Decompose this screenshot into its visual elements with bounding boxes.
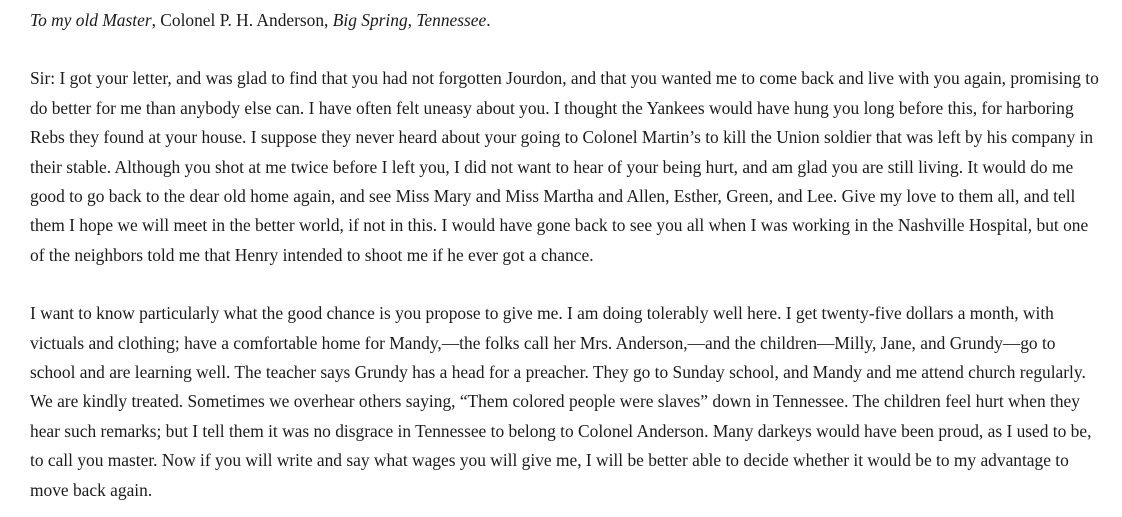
salutation-recipient: , Colonel P. H. Anderson, (151, 10, 333, 30)
salutation-prefix: To my old Master (30, 10, 152, 30)
letter-salutation (30, 6, 1100, 35)
letter-body (30, 6, 1100, 505)
letter-paragraph-2: I want to know particularly what the good chance is you propose to give me. I am doing tolerably well here. I get twenty-five dollars a month, with victuals and clothing; have a comfortable home for Mandy,—the folks call her Mrs. Anderson,—and the children—Milly, Jane, and Grundy—go to school and are learning well. The teacher says Grundy has a head for a preacher. They go to Sunday school, and Mandy and me attend church regularly. We are kindly treated. Sometimes we overhear others saying, “Them colored people were slaves” down in Tennessee. The children feel hurt when they hear such remarks; but I tell them it was no disgrace in Tennessee to belong to Colonel Anderson. Many darkeys would have been proud, as I used to be, to call you master. Now if you will write and say what wages you will give me, I will be better able to decide whether it would be to my advantage to move back again. (30, 303, 1092, 500)
salutation-place: Big Spring, Tennessee (332, 10, 487, 30)
letter-paragraph-1: Sir: I got your letter, and was glad to find that you had not forgotten Jourdon, and that you wanted me to come back and live with you again, promising to do better for me than anybody else can. I have often felt uneasy about you. I thought the Yankees would have hung you long before this, for harboring Rebs they found at your house. I suppose they never heard about your going to Colonel Martin’s to kill the Union soldier that was left by his company in their stable. Although you shot at me twice before I left you, I did not want to hear of your being hurt, and am glad you are still living. It would do me good to go back to the dear old home again, and see Miss Mary and Miss Martha and Allen, Esther, Green, and Lee. Give my love to them all, and tell them I hope we will meet in the better world, if not in this. I would have gone back to see you all when I was working in the Nashville Hospital, but one of the neighbors told me that Henry intended to shoot me if he ever got a chance. (30, 68, 1099, 265)
salutation-end: . (486, 10, 491, 30)
